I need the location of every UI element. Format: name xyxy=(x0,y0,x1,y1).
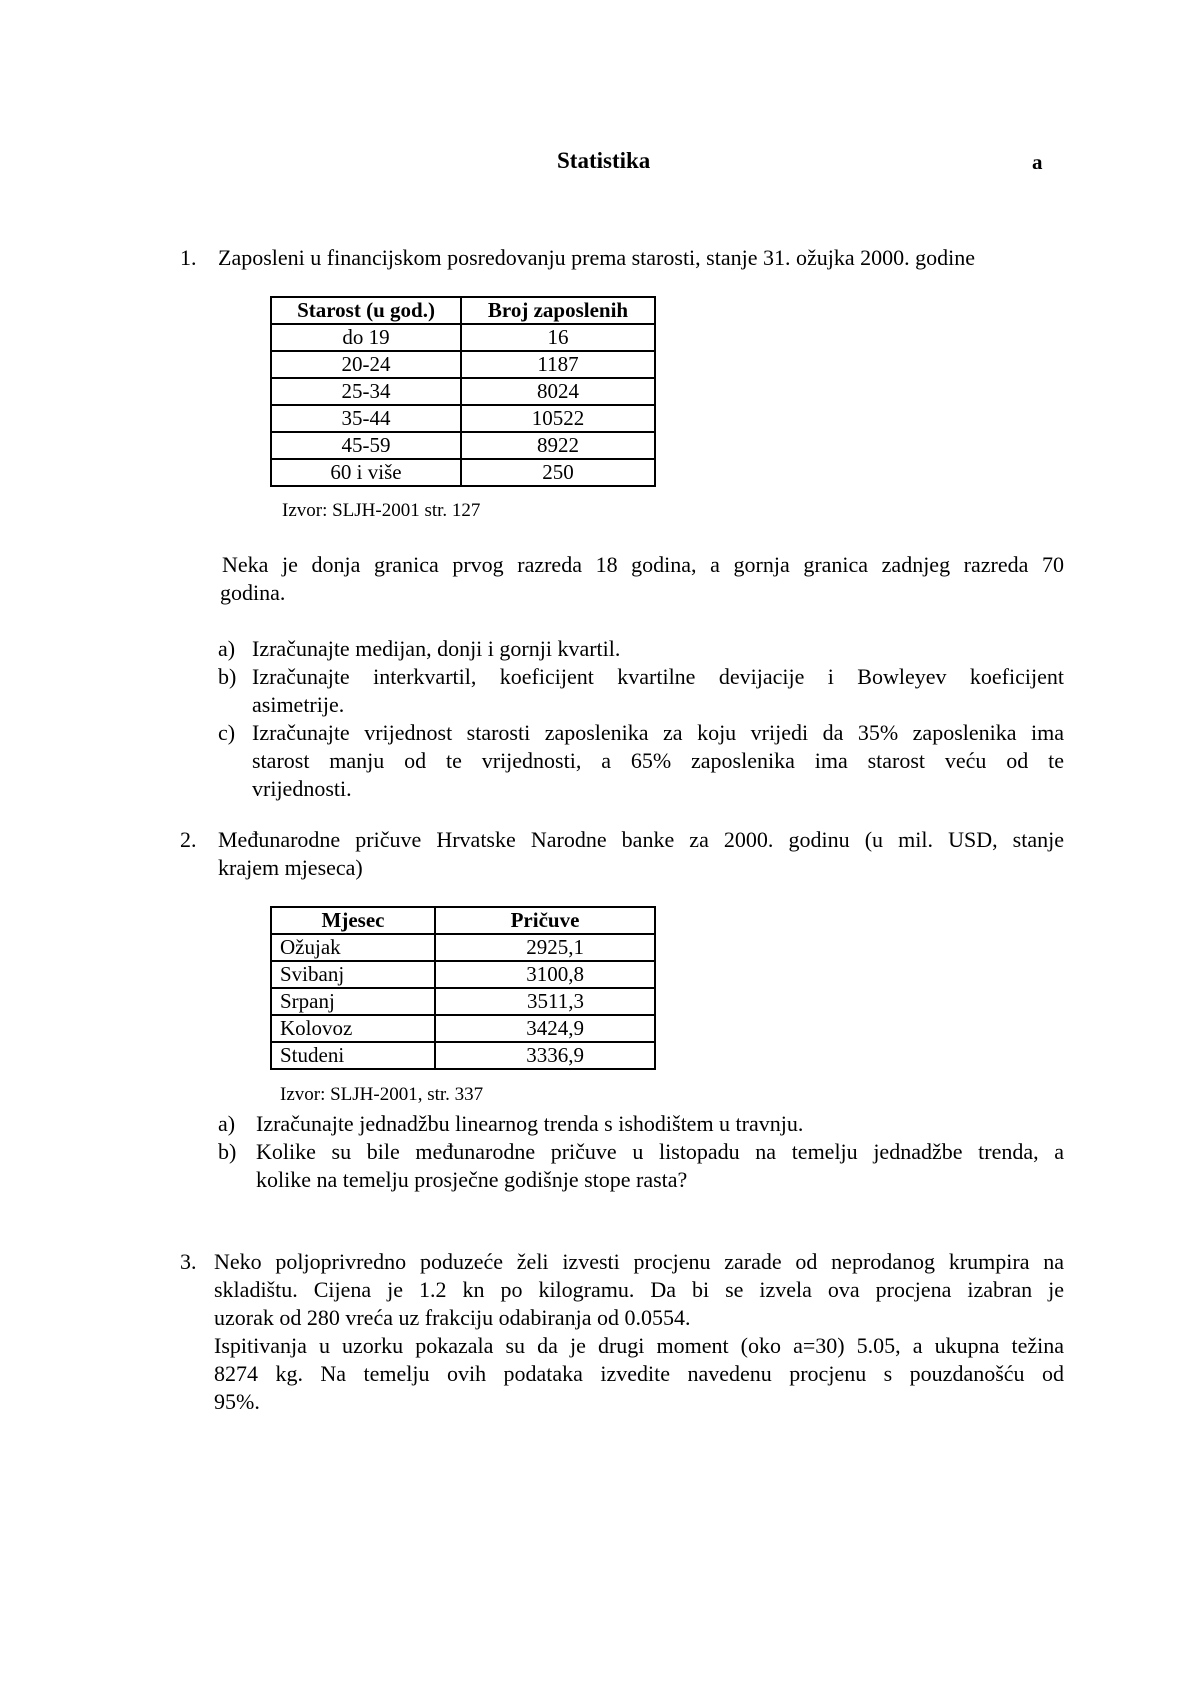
table-cell: 1187 xyxy=(461,351,655,378)
table-cell: Svibanj xyxy=(271,961,435,988)
table-row xyxy=(271,961,655,988)
table-cell: Ožujak xyxy=(271,934,435,961)
table-row xyxy=(271,432,655,459)
table-cell: 45-59 xyxy=(271,432,461,459)
reserves-table xyxy=(270,906,656,1070)
question-3-number: 3. xyxy=(180,1249,197,1274)
question-2-text-cont: krajem mjeseca) xyxy=(218,855,363,880)
table-cell: 3511,3 xyxy=(435,988,655,1015)
subquestion-label: c) xyxy=(218,720,236,745)
table-cell: Studeni xyxy=(271,1042,435,1069)
column-header: Starost (u god.) xyxy=(271,297,461,324)
table-cell: Srpanj xyxy=(271,988,435,1015)
table-cell: 8024 xyxy=(461,378,655,405)
question-3-text: uzorak od 280 vreća uz frakciju odabiranja od 0.0554. xyxy=(214,1305,691,1330)
subquestion-text: Kolike su bile međunarodne pričuve u listopadu na temelju jednadžbe trenda, a xyxy=(256,1139,1064,1164)
question-3-text: 8274 kg. Na temelju ovih podataka izvedite navedenu procjenu s pouzdanošću od xyxy=(214,1361,1064,1386)
page-title: Statistika xyxy=(557,148,651,173)
variant-label: a xyxy=(1032,150,1043,174)
subquestion-text: Izračunajte medijan, donji i gornji kvartil. xyxy=(252,636,621,661)
table-row xyxy=(271,459,655,486)
subquestion-text: vrijednosti. xyxy=(252,776,352,801)
question-1-text: Zaposleni u financijskom posredovanju prema starosti, stanje 31. ožujka 2000. godine xyxy=(218,245,976,270)
table-cell: 3100,8 xyxy=(435,961,655,988)
age-table xyxy=(270,296,656,487)
table-cell: 16 xyxy=(461,324,655,351)
table-cell: 20-24 xyxy=(271,351,461,378)
table-cell: 3336,9 xyxy=(435,1042,655,1069)
question-3-text: 95%. xyxy=(214,1389,260,1414)
table-row xyxy=(271,1015,655,1042)
table-header-row xyxy=(271,907,655,934)
table-row xyxy=(271,988,655,1015)
subquestion-text: asimetrije. xyxy=(252,692,345,717)
subquestion-text: starost manju od te vrijednosti, a 65% zaposlenika ima starost veću od te xyxy=(252,748,1064,773)
question-1-note-cont: godina. xyxy=(220,580,286,605)
table-cell: do 19 xyxy=(271,324,461,351)
table-header-row xyxy=(271,297,655,324)
subquestion-text: Izračunajte interkvartil, koeficijent kvartilne devijacije i Bowleyev koeficijent xyxy=(252,664,1064,689)
table-row xyxy=(271,351,655,378)
subquestion-label: b) xyxy=(218,664,237,689)
subquestion-text: Izračunajte jednadžbu linearnog trenda s ishodištem u travnju. xyxy=(256,1111,804,1136)
column-header: Mjesec xyxy=(271,907,435,934)
table-row xyxy=(271,378,655,405)
table-cell: 60 i više xyxy=(271,459,461,486)
table-row xyxy=(271,405,655,432)
table-row xyxy=(271,934,655,961)
table-cell: 25-34 xyxy=(271,378,461,405)
column-header: Pričuve xyxy=(435,907,655,934)
question-2-text: Međunarodne pričuve Hrvatske Narodne banke za 2000. godinu (u mil. USD, stanje xyxy=(218,827,1064,852)
question-3-text: Ispitivanja u uzorku pokazala su da je drugi moment (oko a=30) 5.05, a ukupna težina xyxy=(214,1333,1064,1358)
question-1-note: Neka je donja granica prvog razreda 18 godina, a gornja granica zadnjeg razreda 70 xyxy=(222,552,1064,577)
table-cell: 35-44 xyxy=(271,405,461,432)
table-cell: 8922 xyxy=(461,432,655,459)
subquestion-text: kolike na temelju prosječne godišnje stope rasta? xyxy=(256,1167,688,1192)
question-3-text: skladištu. Cijena je 1.2 kn po kilogramu. Da bi se izvela ova procjena izabran je xyxy=(214,1277,1064,1302)
table-cell: 10522 xyxy=(461,405,655,432)
table-cell: 3424,9 xyxy=(435,1015,655,1042)
table-cell: 250 xyxy=(461,459,655,486)
table-cell: 2925,1 xyxy=(435,934,655,961)
question-1-number: 1. xyxy=(180,245,197,270)
subquestion-label: b) xyxy=(218,1139,237,1164)
subquestion-label: a) xyxy=(218,1111,236,1136)
table-row xyxy=(271,324,655,351)
question-2-number: 2. xyxy=(180,827,197,852)
question-3-text: Neko poljoprivredno poduzeće želi izvesti procjenu zarade od neprodanog krumpira na xyxy=(214,1249,1064,1274)
subquestion-label: a) xyxy=(218,636,236,661)
table-cell: Kolovoz xyxy=(271,1015,435,1042)
subquestion-text: Izračunajte vrijednost starosti zaposlenika za koju vrijedi da 35% zaposlenika ima xyxy=(252,720,1064,745)
table-row xyxy=(271,1042,655,1069)
column-header: Broj zaposlenih xyxy=(461,297,655,324)
table-source: Izvor: SLJH-2001 str. 127 xyxy=(282,500,481,521)
table-source: Izvor: SLJH-2001, str. 337 xyxy=(280,1084,484,1105)
